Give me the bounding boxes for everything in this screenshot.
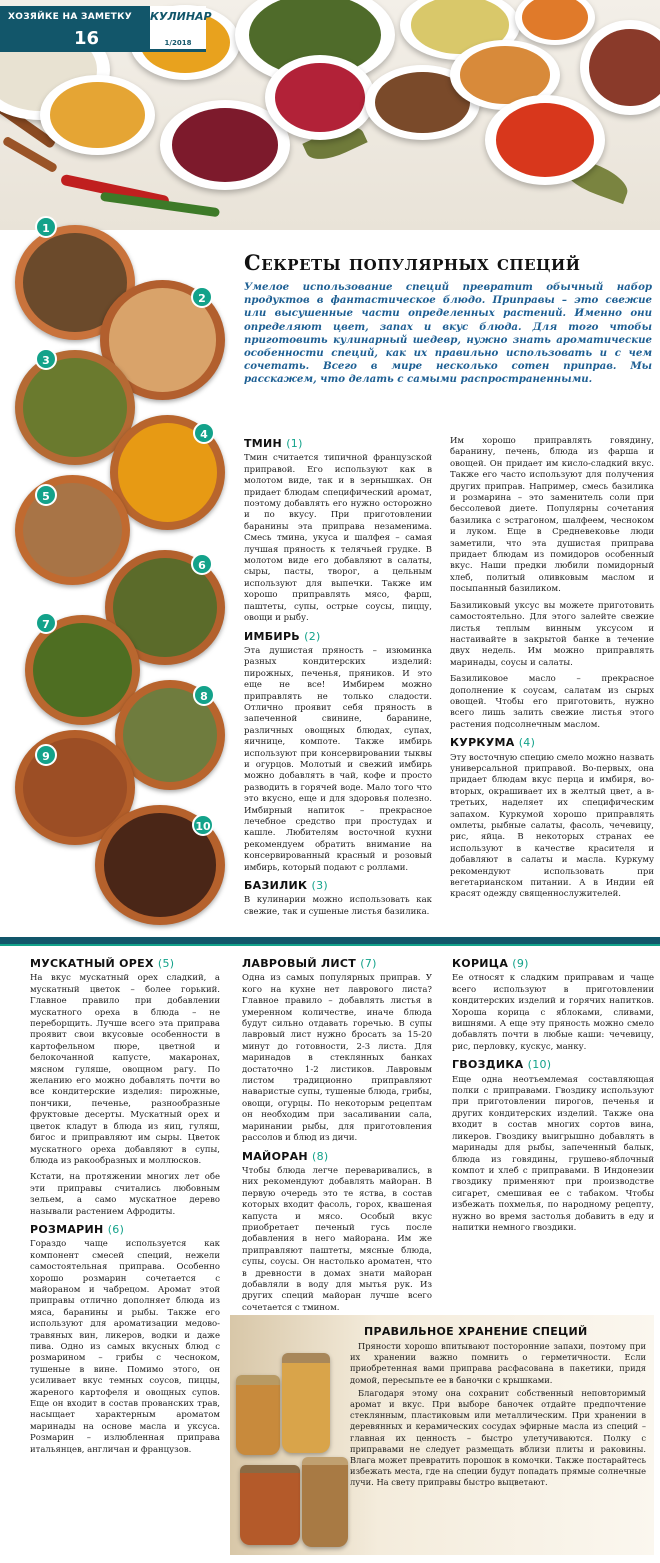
spice-plates-column [0, 210, 235, 940]
spice-bowl [40, 75, 155, 155]
issue-number: 1/2018 [164, 39, 192, 47]
heading-bazilik: БАЗИЛИК (3) [244, 879, 328, 893]
text-korica: Ее относят к сладким приправам и чаще всего используют в приготовлении кондитерских изделий и горячих напитков. Хороша корица с яблоками, сливами, вишнями. А еще эту пряность можно смело добавлять почти в любые каши: чечевицу, рис, перловку, кускус, манку. [452, 973, 654, 1052]
storage-text-2: Благодаря этому она сохранит собственный неповторимый аромат и вкус. При выборе баночек отдайте предпочтение стеклянным, пластиковым или металлическим. При хранении в деревянных и керамических сосудах эфирные масла из специй – главная их ценность – быстро улетучиваются. Полку с приправами не следует размещать вблизи плиты и раковины. Влага может превратить порошок в комочки. Также постарайтесь избежать места, где на специи будут попадать прямые солнечные лучи. На свету приправы быстро выцветают. [350, 1387, 646, 1488]
badge-3: 3 [35, 348, 57, 370]
logo-text: КУЛИНАР [150, 10, 212, 23]
text-bazilik-4: Базиликовое масло – прекрасное дополнение к соусам, салатам из сырых овощей. Чтобы его приготовить, нужно всего лишь залить свежие листья этого растения подсолнечным маслом. [450, 674, 654, 730]
article-intro: Умелое использование специй превратит обычный набор продуктов в фантастическое блюдо. Приправы – это свежие или высушенные части определенных растений. Именно они определяют цвет, запах и вкус блюда. Для того чтобы приготовить кулинарный шедевр, нужно знать ароматические особенности специй, как их правильно использовать и с чем сочетать. Всего в мире несколько сотен приправ. Мы расскажем, что делать с самыми распространенными. [244, 281, 652, 386]
text-lavr: Одна из самых популярных приправ. У кого на кухне нет лаврового листа? Главное правило – добавлять листья в умеренном количестве, иначе блюда будут сильно отдавать горечью. В супы лавровый лист нужно бросать за 15-20 минут до готовности, 2-3 листа. Для маринадов в стеклянных банках достаточно 1-2 листиков. Лавровым листом традиционно приправляют наваристые супы, тушеные блюда, грибы, овощи, огурцы. По некоторым рецептам он необходим при засаливании сала, маринании рыбы, для приготовления рассолов и блюд из дичи. [242, 973, 432, 1144]
text-imbir: Эта душистая пряность – изюминка разных кондитерских изделий: пирожных, печенья, пряников. И это еще не все! Имбирем можно приправлять не только сладости. Отлично проявит себя пряность в запеченной свинине, баранине, различных овощных блюдах, супах, яичнице, компоте. Также имбирь используют при консервировании тыквы и огурцов. Молотый и свежий имбирь можно добавлять в чай, кофе и просто разводить в горячей воде. Мало того что это вкусно, еще и для здоровья полезно. Имбирный напиток – прекрасное лечебное средство при простудах и кашле. Любителям восточной кухни рекомендуем обратить внимание на консервированный красный и розовый имбирь, который подают с роллами. [244, 645, 432, 873]
spice-bowl [580, 20, 660, 115]
badge-10: 10 [192, 814, 214, 836]
magazine-logo [150, 6, 212, 52]
heading-korica: КОРИЦА (9) [452, 957, 529, 970]
badge-1: 1 [35, 216, 57, 238]
badge-2: 2 [191, 286, 213, 308]
spice-jar [282, 1353, 330, 1453]
column-lower-middle [242, 952, 432, 1319]
spice-bowl [515, 0, 595, 45]
spice-jar [302, 1457, 348, 1547]
text-muskat-2: Кстати, на протяжении многих лет обе эти приправы считались любовным зельем, а само мускатное дерево называли растением Афродиты. [30, 1172, 220, 1217]
text-muskat-1: На вкус мускатный орех сладкий, а мускатный цветок – более горький. Главное правило при добавлении мускатного ореха в блюда – не переборщить. Лучше всего эта приправа проявит свои вкусовые особенности в картофельном пюре, цветной и белокочанной капусте, макаронах, мясном гуляше, овощном рагу. По желанию его можно добавлять почти во все кондитерские изделия: пирожные, пончики, печенье, разнообразные фруктовые десерты. Мускатный орех и цветок кладут в блюда из яиц, гуляш, бигос и приправляют им сыры. Цветок мускатного ореха добавляют в супы, блюда из ракообразных и моллюсков. [30, 973, 220, 1166]
text-bazilik-1: В кулинарии можно использовать как свежие, так и сушеные листья базилика. [244, 895, 432, 917]
section-divider [0, 937, 660, 944]
badge-4: 4 [193, 422, 215, 444]
heading-tmin: ТМИН (1) [244, 437, 303, 450]
text-bazilik-3: Базиликовый уксус вы можете приготовить самостоятельно. Для этого залейте свежие листья теплым винным уксусом и настаивайте в закрытой банке в течение двух недель. Им можно приправлять маринады, соусы и салаты. [450, 600, 654, 668]
storage-title: ПРАВИЛЬНОЕ ХРАНЕНИЕ СПЕЦИЙ [364, 1325, 588, 1338]
spice-jar [236, 1375, 280, 1455]
text-rozmarin: Гораздо чаще используется как компонент смесей специй, нежели самостоятельная приправа. Особенно хорошо розмарин сочетается с майораном и чабрецом. Аромат этой приправы отлично дополняет блюда из мяса, баранины и рыбы. Также его используют для ароматизации медово-травяных вин, ликеров, водки и даже пива. Одно из самых вкусных блюд с розмарином – грибы с чесноком, тушеные в вине. Помимо этого, он усиливает вкус темных соусов, пиццы, жареного картофеля и овощных супов. Еще он входит в состав прованских трав, насыщает характерным ароматом маринады на основе масла и уксуса. Розмарин – излюбленная приправа итальянцев, англичан и французов. [30, 1239, 220, 1455]
page-number: 16 [74, 28, 100, 49]
spices-banner-photo [0, 0, 660, 230]
heading-mayoran: МАЙОРАН (8) [242, 1149, 329, 1163]
badge-7: 7 [35, 612, 57, 634]
text-mayoran: Чтобы блюда легче переваривались, в них рекомендуют добавлять майоран. В первую очередь это те яства, в состав которых входит фасоль, горох, квашеная капуста и мясо. Особый вкус приобретает печеный гусь после добавления в него майорана. Им же приправляют паштеты, мясные блюда, супы, соусы. Он настолько ароматен, что в древности в домах знати майоран добавляли в воду для мытья рук. Из других специй майоран лучше всего сочетается с тмином. [242, 1165, 432, 1313]
badge-6: 6 [191, 553, 213, 575]
spice-bowl [485, 95, 605, 185]
heading-imbir: ИМБИРЬ (2) [244, 629, 321, 643]
rubric-label [0, 6, 150, 52]
article-title: Секреты популярных специй [244, 250, 581, 275]
column-upper-left [244, 432, 432, 923]
column-upper-right [450, 436, 654, 906]
rubric-title: ХОЗЯЙКЕ НА ЗАМЕТКУ [8, 12, 133, 22]
column-lower-right [452, 952, 654, 1239]
heading-kurkuma: КУРКУМА (4) [450, 736, 536, 750]
text-kurkuma: Эту восточную специю смело можно назвать универсальной приправой. Во-первых, она придает блюдам вкус перца и имбиря, во-вторых, окрашивает их в желтый цвет, а в-третьих, наделяет их специфическим запахом. Куркумой хорошо приправлять омлеты, рыбные салаты, фасоль, чечевицу, рис, яйца. В некоторых странах ее используют в качестве красителя и добавляют в салаты и масла. Куркуму рекомендуют использовать при вегетарианском питании. А в Индии ей красят одежду священнослужителей. [450, 752, 654, 900]
storage-box [230, 1315, 654, 1555]
plate-nutmeg [15, 475, 130, 585]
badge-8: 8 [193, 684, 215, 706]
text-gvozdika: Еще одна неотъемлемая составляющая полки с приправами. Гвоздику используют при приготовлении пирогов, печенья и других кондитерских изделий. Также она входит в состав многих сортов вина, ликеров. Гвоздику выигрышно добавлять в маринады для рыбы, запеченный балык, блюда из говядины, грушево-яблочный компот и хлеб с приправами. В Индонезии гвоздику применяют при производстве сигарет, смешивая ее с табаком. Чтобы избежать похмелья, по народному рецепту, нужно во время застолья добавить в еду и напитки немного гвоздики. [452, 1074, 654, 1233]
spice-bowl [265, 55, 375, 140]
heading-muskat: МУСКАТНЫЙ ОРЕХ (5) [30, 957, 175, 970]
text-tmin: Тмин считается типичной французской приправой. Его используют как в молотом виде, так и в зернышках. Он придает блюдам специфический аромат, поэтому добавлять его нужно осторожно и по вкусу. При приготовлении баранины эта приправа незаменима. Смесь тмина, укуса и шалфея – самая лучшая пряность к телячьей грудке. В молотом виде его добавляют в салаты, сыры, пасты, творог, а цельным используют для выпечки. Также им хорошо приправлять мясо, фарш, паштеты, супы, острые соусы, пиццу, овощи и рыбу. [244, 453, 432, 624]
heading-rozmarin: РОЗМАРИН (6) [30, 1222, 125, 1236]
badge-5: 5 [35, 484, 57, 506]
section-divider-accent [0, 944, 660, 946]
heading-lavr: ЛАВРОВЫЙ ЛИСТ (7) [242, 957, 377, 970]
storage-text-1: Пряности хорошо впитывают посторонние запахи, поэтому при их хранении важно помнить о герметичности. Если приобретенная вами приправа расфасована в пакетики, придя домой, пересыпьте ее в баночки с крышками. [350, 1341, 646, 1385]
spice-jar [240, 1465, 300, 1545]
text-bazilik-2: Им хорошо приправлять говядину, баранину, печень, блюда из фарша и овощей. Он придает им кисло-сладкий вкус. Также его часто используют для получения других приправ. Например, смесь базилика и розмарина – это заменитель соли при бессолевой диете. Популярны сочетания базилика с эстрагоном, шалфеем, чесноком и луком. Еще в Средневековье люди заметили, что эта душистая приправа придает блюдам из помидоров особенный вкус. Наши предки любили помидорный хлеб, политый оливковым маслом и посыпанный базиликом. [450, 436, 654, 595]
storage-text [350, 1341, 646, 1491]
heading-gvozdika: ГВОЗДИКА (10) [452, 1058, 552, 1072]
badge-9: 9 [35, 744, 57, 766]
column-lower-left [30, 952, 220, 1461]
